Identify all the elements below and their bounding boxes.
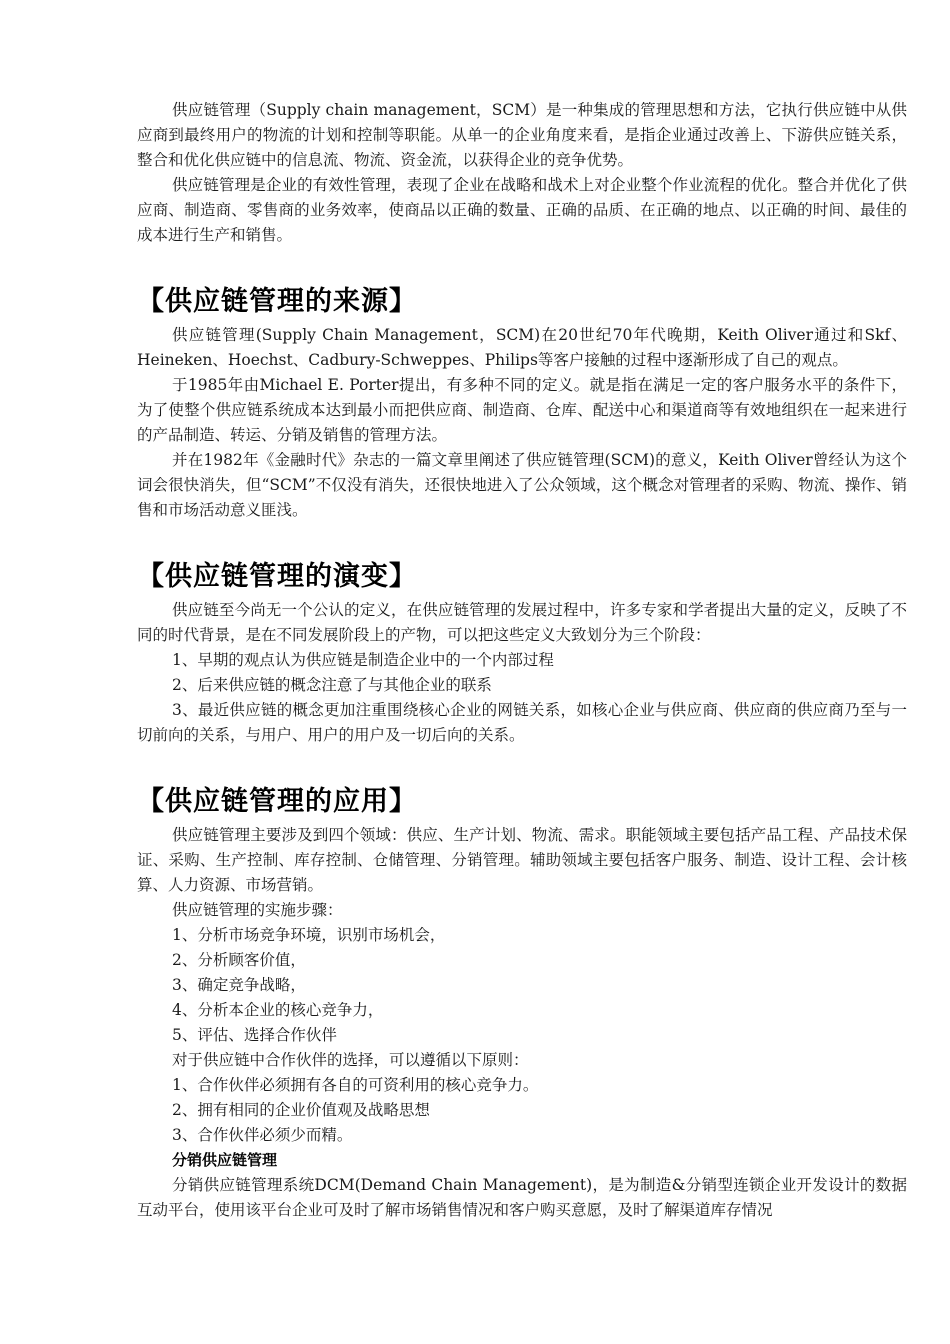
step-item: 3、确定竞争战略，: [172, 976, 306, 994]
origin-paragraph-1: 供应链管理(Supply Chain Management，SCM)在20世纪70年代晚期，Keith Oliver通过和Skf、Heineken、Hoechst、Cadbury-Schweppes、Philips等客户接触的过程中逐渐形成了自己的观点。: [137, 326, 907, 369]
subheading-distribution-scm: 分销供应链管理: [172, 1151, 278, 1169]
evolution-paragraph-1: 供应链至今尚无一个公认的定义，在供应链管理的发展过程中，许多专家和学者提出大量的定义，反映了不同的时代背景，是在不同发展阶段上的产物，可以把这些定义大致划分为三个阶段：: [137, 601, 907, 644]
principle-item: 1、合作伙伴必须拥有各自的可资利用的核心竞争力。: [172, 1076, 539, 1094]
intro-paragraph-1: 供应链管理（Supply chain management，SCM）是一种集成的管理思想和方法，它执行供应链中从供应商到最终用户的物流的计划和控制等职能。从单一的企业角度来看，是指企业通过改善上、下游供应链关系，整合和优化供应链中的信息流、物流、资金流，以获得企业的竞争优势。: [137, 101, 907, 169]
step-item: 4、分析本企业的核心竞争力，: [172, 1001, 384, 1019]
intro-paragraph-2: 供应链管理是企业的有效性管理，表现了企业在战略和战术上对企业整个作业流程的优化。整合并优化了供应商、制造商、零售商的业务效率，使商品以正确的数量、正确的品质、在正确的地点、以正确的时间、最佳的成本进行生产和销售。: [137, 176, 907, 244]
origin-paragraph-3: 并在1982年《金融时代》杂志的一篇文章里阐述了供应链管理(SCM)的意义，Keith Oliver曾经认为这个词会很快消失，但“SCM”不仅没有消失，还很快地进入了公众领域，这个概念对管理者的采购、物流、操作、销售和市场活动意义匪浅。: [137, 451, 907, 519]
evolution-stage-1: 1、早期的观点认为供应链是制造企业中的一个内部过程: [172, 651, 554, 669]
principles-title: 对于供应链中合作伙伴的选择，可以遵循以下原则：: [172, 1051, 529, 1069]
origin-paragraph-2: 于1985年由Michael E. Porter提出，有多种不同的定义。就是指在满足一定的客户服务水平的条件下，为了使整个供应链系统成本达到最小而把供应商、制造商、仓库、配送中心和渠道商等有效地组织在一起来进行的产品制造、转运、分销及销售的管理方法。: [137, 376, 907, 444]
step-item: 5、评估、选择合作伙伴: [172, 1026, 337, 1044]
heading-evolution: 【供应链管理的演变】: [137, 561, 417, 592]
evolution-stage-2: 2、后来供应链的概念注意了与其他企业的联系: [172, 676, 492, 694]
principle-item: 2、拥有相同的企业价值观及战略思想: [172, 1101, 430, 1119]
document-page: [137, 98, 907, 1223]
heading-application: 【供应链管理的应用】: [137, 786, 417, 817]
application-paragraph-1: 供应链管理主要涉及到四个领域：供应、生产计划、物流、需求。职能领域主要包括产品工程、产品技术保证、采购、生产控制、库存控制、仓储管理、分销管理。辅助领域主要包括客户服务、制造、设计工程、会计核算、人力资源、市场营销。: [137, 826, 907, 894]
step-item: 2、分析顾客价值，: [172, 951, 306, 969]
step-item: 1、分析市场竞争环境，识别市场机会，: [172, 926, 446, 944]
heading-origin: 【供应链管理的来源】: [137, 286, 417, 317]
evolution-stage-3: 3、最近供应链的概念更加注重围绕核心企业的网链关系，如核心企业与供应商、供应商的供应商乃至与一切前向的关系，与用户、用户的用户及一切后向的关系。: [137, 701, 907, 744]
distribution-scm-paragraph: 分销供应链管理系统DCM(Demand Chain Management)，是为制造&分销型连锁企业开发设计的数据互动平台，使用该平台企业可及时了解市场销售情况和客户购买意愿，及时了解渠道库存情况: [137, 1176, 907, 1219]
steps-title: 供应链管理的实施步骤：: [172, 901, 343, 919]
principle-item: 3、合作伙伴必须少而精。: [172, 1126, 353, 1144]
